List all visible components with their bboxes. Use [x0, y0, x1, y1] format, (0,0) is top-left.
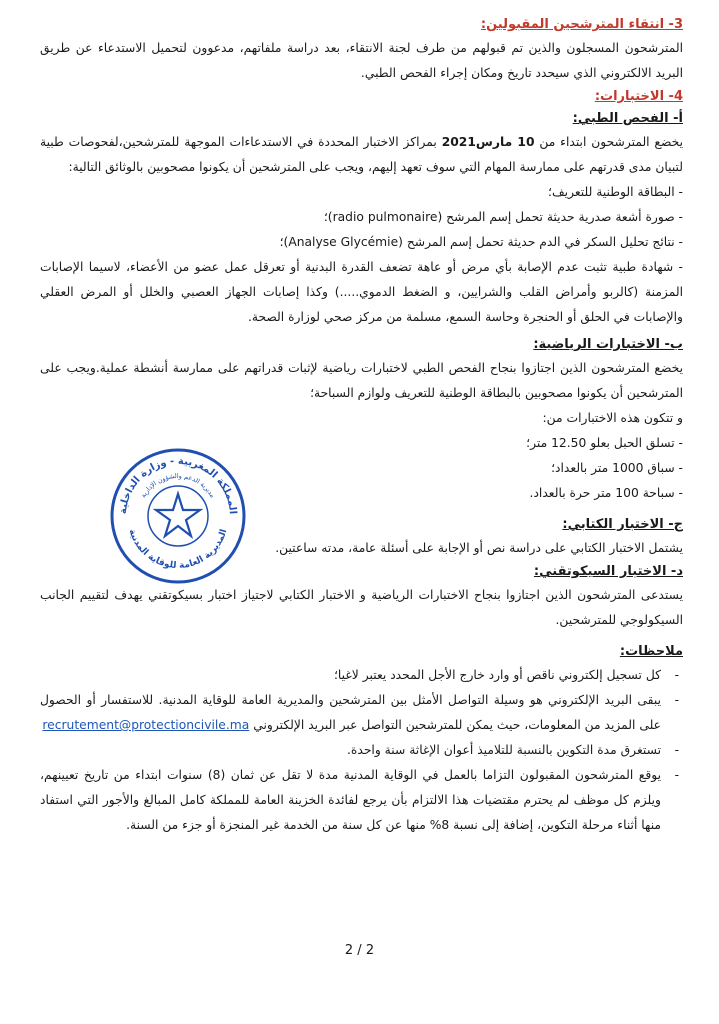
- official-seal-stamp: [108, 446, 248, 586]
- note-item: - تستغرق مدة التكوين بالنسبة للتلاميذ أعوان الإغاثة سنة واحدة.: [40, 738, 661, 763]
- medical-doc-glycemia: - نتائج تحليل السكر في الدم حديثة تحمل إسم المرشح (Analyse Glycémie)؛: [279, 235, 683, 249]
- psychotechnical-test-title: د- الاختبار السيكوتقني:: [533, 564, 683, 579]
- page-number: 2 / 2: [344, 943, 375, 958]
- medical-intro-part2: بمراكز الاختبار المحددة في الاستدعاءات الموجهة للمترشحين،لفحوصات طبية لتبيان مدى قدرتهم على ممارسة المهام التي سوف تعهد إليهم، ويجب على المترشحين أن يكونوا مصحوبين بالوثائق التالية:: [40, 135, 683, 174]
- note-email-text: يبقى البريد الإلكتروني هو وسيلة التواصل الأمثل بين المترشحين والمديرية العامة للوقاية المدنية. للاستفسار أو الحصول على المزيد من المعلومات، حيث يمكن للمترشحين التواصل عبر البريد الإلكتروني: [40, 693, 661, 732]
- medical-exam-title: أ- الفحص الطبي:: [572, 111, 683, 126]
- written-test-text: يشتمل الاختبار الكتابي على دراسة نص أو الإجابة على أسئلة عامة، مدته ساعتين.: [275, 541, 683, 555]
- section-3-heading: 3- انتقاء المترشحين المقبولين:: [480, 17, 683, 32]
- medical-doc-certificate: - شهادة طبية تثبت عدم الإصابة بأي مرض أو عاهة تضعف القدرة البدنية أو تعرقل عمل عضو من الأعضاء، لاسيما الإصابات المزمنة (كالربو وأمراض القلب والشرايين، و الضغط الدموي.....) وكذا إصابات الجهاز العصبي والخلل أو المرض العقلي والإصابات في الحلق أو الحنجرة وحاسة السمع، مسلمة من مركز صحي لوزارة الصحة.: [40, 260, 683, 324]
- medical-exam-intro: [40, 130, 683, 180]
- sports-test-rope: - تسلق الحبل بعلو 12.50 متر؛: [526, 436, 683, 450]
- medical-doc-id-card: - البطاقة الوطنية للتعريف؛: [548, 185, 683, 199]
- psychotechnical-test-text: يستدعى المترشحون الذين اجتازوا بنجاح الاختبارات الرياضية و الاختبار الكتابي لاجتياز اختبار بسيكوتقني يهدف لتقييم الجانب السيكولوجي للمترشحين.: [40, 588, 683, 627]
- sports-tests-text: يخضع المترشحون الذين اجتازوا بنجاح الفحص الطبي لاختبارات رياضية لإثبات قدراتهم على ممارسة أنشطة عملية.ويجب على المترشحين أن يكونوا مصحوبين بالبطاقة الوطنية للتعريف ولوازم السباحة؛: [40, 361, 683, 400]
- sports-test-swim: - سباحة 100 متر حرة بالعداد.: [529, 486, 683, 500]
- seal-bottom-text: المديرية العامة للوقاية المدنية: [126, 528, 230, 572]
- notes-list: [40, 663, 683, 838]
- seal-mid-text: مديرية الدعم والشؤون الإدارية: [139, 471, 217, 500]
- note-item: [40, 688, 661, 738]
- notes-title: ملاحظات:: [619, 644, 683, 659]
- contact-email-link[interactable]: recrutement@protectioncivile.ma: [42, 718, 250, 732]
- note-item: - يوقع المترشحون المقبولون التزاما بالعمل في الوقاية المدنية مدة لا تقل عن ثمان (8) سنوات ابتداء من تاريخ تعيينهم، ويلزم كل موظف لم يحترم مقتضيات هذا الالتزام بأن يرجع لفائدة الخزينة العامة للمملكة كامل المبالغ والأجور التي استفاد منها أثناء مرحلة التكوين، إضافة إلى نسبة 8% منها عن كل سنة من الخدمة غير المنجزة أو جزء من السنة.: [40, 763, 661, 838]
- medical-intro-part1: يخضع المترشحون ابتداء من: [539, 135, 684, 149]
- section-3-text: المترشحون المسجلون والذين تم قبولهم من طرف لجنة الانتقاء، بعد دراسة ملفاتهم، مدعوون لتحميل الاستدعاء عن طريق البريد الالكتروني الذي سيحدد تاريخ ومكان إجراء الفحص الطبي.: [40, 41, 683, 80]
- written-test-title: ج- الاختبار الكتابي:: [562, 517, 683, 532]
- sports-tests-title: ب- الاختبارات الرياضية:: [533, 337, 683, 352]
- sports-test-run: - سباق 1000 متر بالعداد؛: [551, 461, 683, 475]
- note-item: - كل تسجيل إلكتروني ناقص أو وارد خارج الأجل المحدد يعتبر لاغيا؛: [40, 663, 661, 688]
- seal-top-text: المملكة المغربية - وزارة الداخلية: [117, 455, 238, 515]
- sports-tests-intro: و تتكون هذه الاختبارات من:: [542, 411, 683, 425]
- svg-text:المديرية العامة للوقاية المدني: [127, 528, 230, 571]
- medical-intro-date: 10 مارس2021: [441, 135, 535, 149]
- section-4-heading: 4- الاختبارات:: [594, 89, 683, 104]
- medical-doc-xray: - صورة أشعة صدرية حديثة تحمل إسم المرشح (radio pulmonaire)؛: [323, 210, 683, 224]
- seal-star-icon: [156, 494, 200, 536]
